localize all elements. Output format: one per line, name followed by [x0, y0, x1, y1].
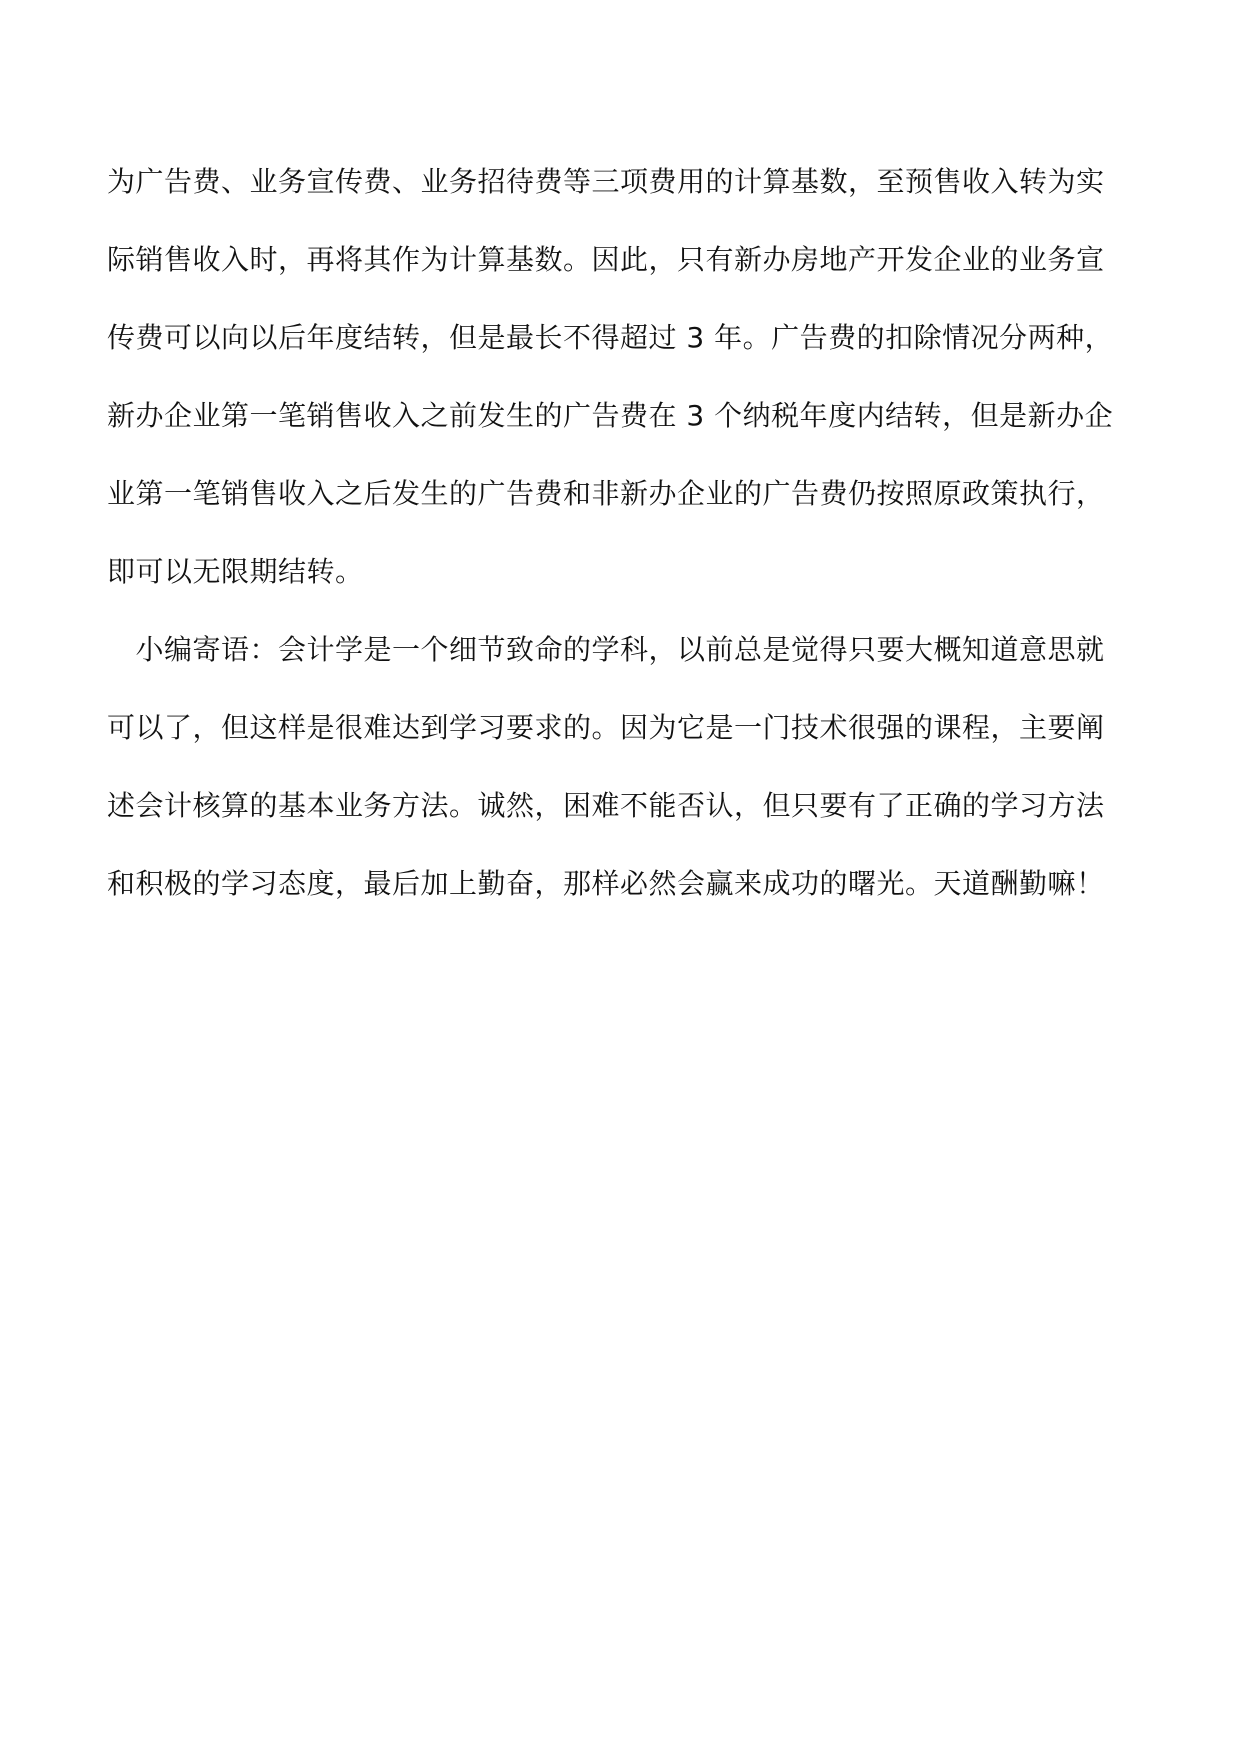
text-line: 即可以无限期结转。: [107, 555, 364, 588]
text-line: 和积极的学习态度，最后加上勤奋，那样必然会赢来成功的曙光。天道酬勤嘛！: [107, 867, 1105, 900]
text-line: 小编寄语：会计学是一个细节致命的学科，以前总是觉得只要大概知道意思就: [107, 633, 1105, 666]
text-line: 新办企业第一笔销售收入之前发生的广告费在 3 个纳税年度内结转，但是新办企: [107, 399, 1114, 432]
paragraph-2: [107, 628, 1137, 940]
document-body: [107, 160, 1137, 940]
text-line: 业第一笔销售收入之后发生的广告费和非新办企业的广告费仍按照原政策执行，: [107, 477, 1105, 510]
text-line: 可以了，但这样是很难达到学习要求的。因为它是一门技术很强的课程，主要阐: [107, 711, 1105, 744]
paragraph-1: [107, 160, 1137, 628]
text-line: 际销售收入时，再将其作为计算基数。因此，只有新办房地产开发企业的业务宣: [107, 243, 1105, 276]
text-line: 述会计核算的基本业务方法。诚然，困难不能否认，但只要有了正确的学习方法: [107, 789, 1105, 822]
text-line: 为广告费、业务宣传费、业务招待费等三项费用的计算基数，至预售收入转为实: [107, 165, 1105, 198]
text-line: 传费可以向以后年度结转，但是最长不得超过 3 年。广告费的扣除情况分两种，: [107, 321, 1114, 354]
